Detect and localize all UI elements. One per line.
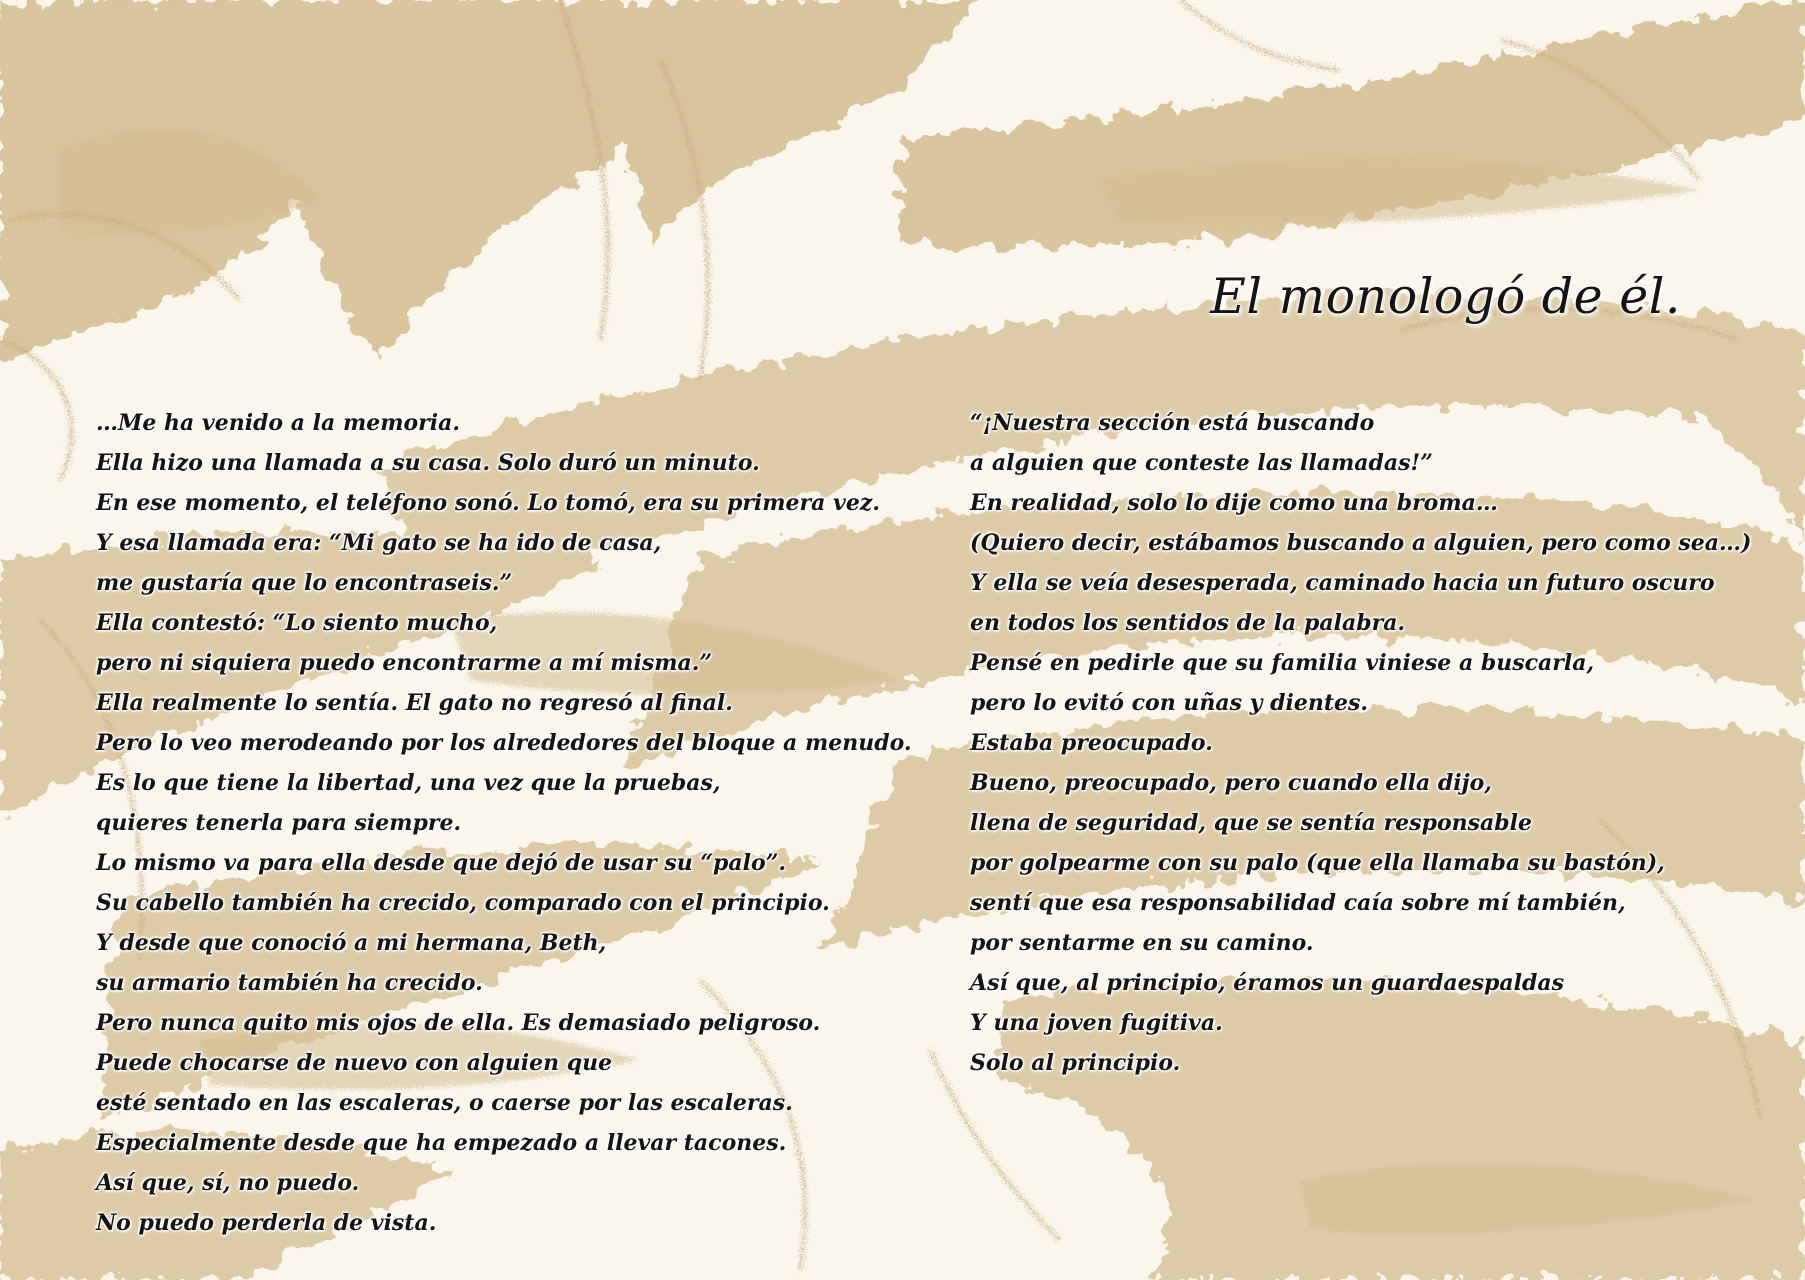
text-line: Así que, al principio, éramos un guardaespaldas <box>970 970 1564 996</box>
text-line: Pensé en pedirle que su familia viniese a buscarla, <box>970 650 1595 676</box>
text-line: Así que, sí, no puedo. <box>96 1170 360 1196</box>
text-line: su armario también ha crecido. <box>96 970 483 996</box>
text-line: “¡Nuestra sección está buscando <box>970 410 1375 436</box>
text-line: Ella contestó: “Lo siento mucho, <box>96 610 498 636</box>
text-line: Especialmente desde que ha empezado a llevar tacones. <box>96 1130 787 1156</box>
text-line: quieres tenerla para siempre. <box>96 810 462 836</box>
text-line: Su cabello también ha crecido, comparado con el principio. <box>96 890 830 916</box>
text-line: esté sentado en las escaleras, o caerse por las escaleras. <box>96 1090 793 1116</box>
text-line: Y desde que conoció a mi hermana, Beth, <box>96 930 607 956</box>
text-line: Y ella se veía desesperada, caminado hacia un futuro oscuro <box>970 570 1715 596</box>
text-line: (Quiero decir, estábamos buscando a alguien, pero como sea…) <box>970 530 1752 556</box>
text-line: en todos los sentidos de la palabra. <box>970 610 1406 636</box>
text-line: Es lo que tiene la libertad, una vez que la pruebas, <box>96 770 721 796</box>
text-line: Y una joven fugitiva. <box>970 1010 1223 1036</box>
right-column <box>970 403 1751 1083</box>
text-line: Solo al principio. <box>970 1050 1181 1076</box>
left-column <box>96 403 912 1243</box>
text-line: por sentarme en su camino. <box>970 930 1314 956</box>
text-line: No puedo perderla de vista. <box>96 1210 437 1236</box>
page-title: El monologó de él. <box>1210 268 1681 325</box>
text-line: Pero lo veo merodeando por los alrededores del bloque a menudo. <box>96 730 912 756</box>
text-line: Estaba preocupado. <box>970 730 1213 756</box>
text-line: Y esa llamada era: “Mi gato se ha ido de casa, <box>96 530 662 556</box>
text-line: En ese momento, el teléfono sonó. Lo tomó, era su primera vez. <box>96 490 880 516</box>
text-line: Pero nunca quito mis ojos de ella. Es demasiado peligroso. <box>96 1010 821 1036</box>
text-line: Ella realmente lo sentía. El gato no regresó al final. <box>96 690 733 716</box>
text-line: me gustaría que lo encontraseis.” <box>96 570 513 596</box>
text-line: Ella hizo una llamada a su casa. Solo duró un minuto. <box>96 450 760 476</box>
text-line: por golpearme con su palo (que ella llamaba su bastón), <box>970 850 1665 876</box>
text-line: sentí que esa responsabilidad caía sobre mí también, <box>970 890 1626 916</box>
text-line: pero lo evitó con uñas y dientes. <box>970 690 1369 716</box>
text-line: llena de seguridad, que se sentía responsable <box>970 810 1532 836</box>
text-line: En realidad, solo lo dije como una broma… <box>970 490 1498 516</box>
text-line: Lo mismo va para ella desde que dejó de usar su “palo”. <box>96 850 787 876</box>
text-line: Bueno, preocupado, pero cuando ella dijo, <box>970 770 1492 796</box>
text-line: a alguien que conteste las llamadas!” <box>970 450 1433 476</box>
text-line: pero ni siquiera puedo encontrarme a mí misma.” <box>96 650 713 676</box>
text-line: Puede chocarse de nuevo con alguien que <box>96 1050 613 1076</box>
text-line: …Me ha venido a la memoria. <box>96 410 461 436</box>
